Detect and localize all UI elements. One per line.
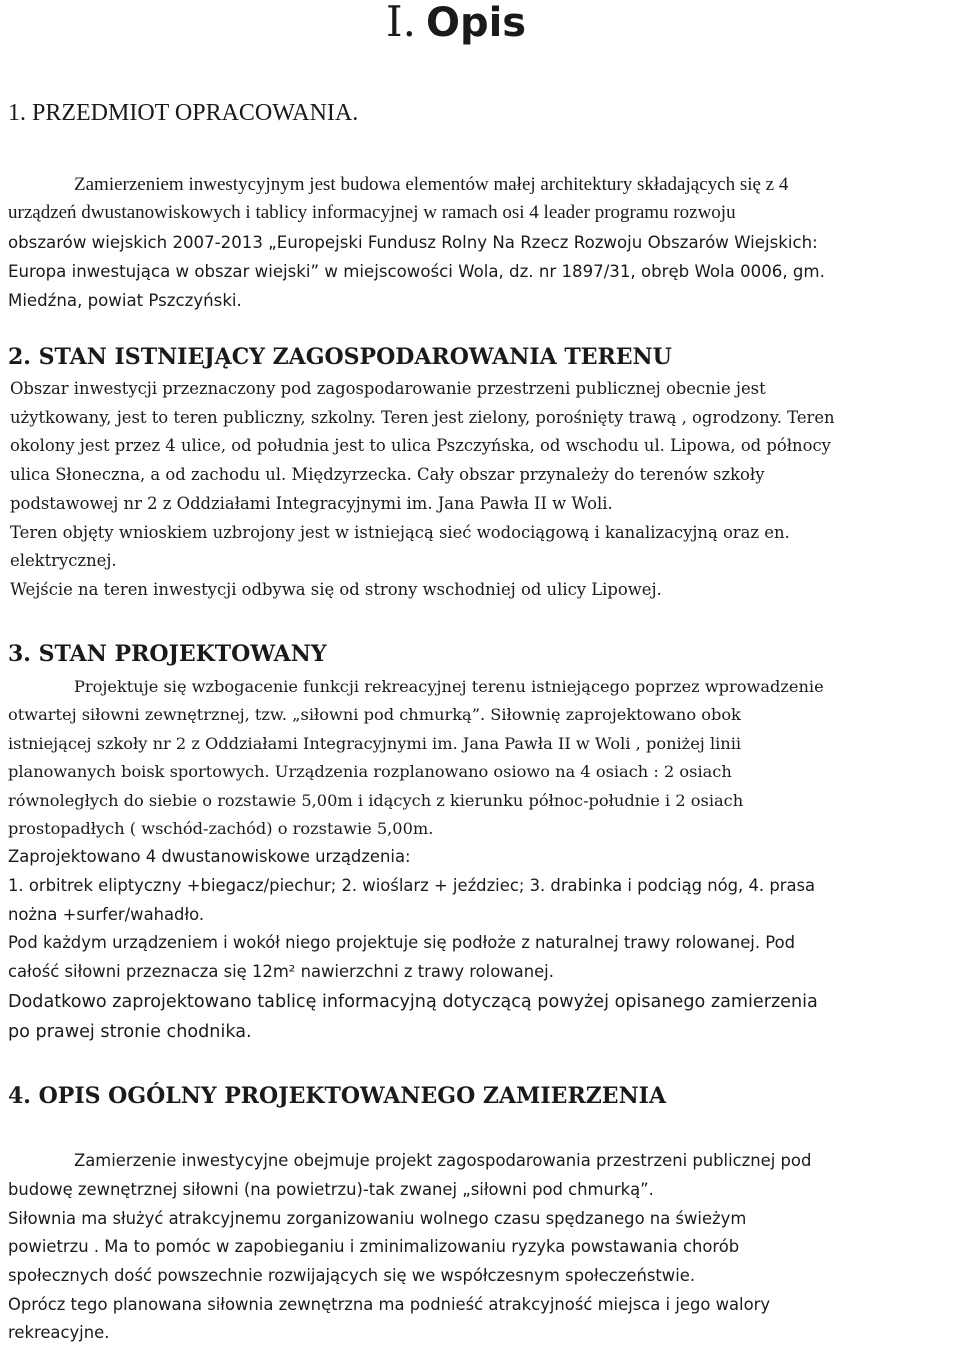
section-2-line: Wejście na teren inwestycji odbywa się od strony wschodniej od ulicy Lipowej. — [10, 580, 662, 599]
section-2-line: ulica Słoneczna, a od zachodu ul. Międzyrzecka. Cały obszar przynależy do terenów szkoły — [10, 465, 765, 484]
section-4-line: budowę zewnętrznej siłowni (na powietrzu)-tak zwanej „siłowni pod chmurką”. — [8, 1180, 654, 1199]
title-roman-numeral: I. — [386, 0, 416, 46]
section-2-line: użytkowany, jest to teren publiczny, szkolny. Teren jest zielony, porośnięty trawą , ogrodzony. Teren — [10, 408, 835, 427]
section-1-line: urządzeń dwustanowiskowych i tablicy informacyjnej w ramach osi 4 leader programu rozwoju — [8, 202, 736, 223]
section-4-heading: 4. OPIS OGÓLNY PROJEKTOWANEGO ZAMIERZENIA — [8, 1083, 667, 1109]
section-2-line: Teren objęty wnioskiem uzbrojony jest w istniejącą sieć wodociągową i kanalizacyjną oraz en. — [10, 523, 790, 542]
section-1-line: obszarów wiejskich 2007-2013 „Europejski Fundusz Rolny Na Rzecz Rozwoju Obszarów Wiejskich: — [8, 233, 818, 252]
section-4-line: Siłownia ma służyć atrakcyjnemu zorganizowaniu wolnego czasu spędzanego na świeżym — [8, 1209, 747, 1228]
section-3-line: nożna +surfer/wahadło. — [8, 905, 205, 924]
section-3-line: Dodatkowo zaprojektowano tablicę informacyjną dotyczącą powyżej opisanego zamierzenia — [8, 992, 818, 1012]
section-3-line: całość siłowni przeznacza się 12m² nawierzchni z trawy rolowanej. — [8, 962, 554, 981]
section-3-line: Pod każdym urządzeniem i wokół niego projektuje się podłoże z naturalnej trawy rolowanej. Pod — [8, 933, 795, 952]
section-3-line: 1. orbitrek eliptyczny +biegacz/piechur; 2. wioślarz + jeździec; 3. drabinka i podciąg nóg, 4. prasa — [8, 876, 816, 895]
section-2-heading: 2. STAN ISTNIEJĄCY ZAGOSPODAROWANIA TERENU — [8, 344, 672, 370]
section-2-line: okolony jest przez 4 ulice, od południa jest to ulica Pszczyńska, od wschodu ul. Lipowa, od północy — [10, 436, 831, 455]
section-2-line: elektrycznej. — [10, 551, 117, 570]
section-1-line: Europa inwestująca w obszar wiejski” w miejscowości Wola, dz. nr 1897/31, obręb Wola 0006, gm. — [8, 262, 825, 281]
page-title — [386, 0, 526, 45]
title-text: Opis — [425, 0, 527, 46]
section-3-line: Projektuje się wzbogacenie funkcji rekreacyjnej terenu istniejącego poprzez wprowadzenie — [74, 677, 824, 696]
section-2-line: Obszar inwestycji przeznaczony pod zagospodarowanie przestrzeni publicznej obecnie jest — [10, 379, 766, 398]
section-3-line: prostopadłych ( wschód-zachód) o rozstawie 5,00m. — [8, 819, 434, 838]
section-4-line: rekreacyjne. — [8, 1323, 110, 1342]
section-3-line: po prawej stronie chodnika. — [8, 1022, 252, 1042]
section-3-line: równoległych do siebie o rozstawie 5,00m i idących z kierunku północ-południe i 2 osiach — [8, 791, 744, 810]
section-4-line: Zamierzenie inwestycyjne obejmuje projekt zagospodarowania przestrzeni publicznej pod — [74, 1151, 812, 1170]
section-4-line: społecznych dość powszechnie rozwijających się we współczesnym społeczeństwie. — [8, 1266, 696, 1285]
section-4-line: Oprócz tego planowana siłownia zewnętrzna ma podnieść atrakcyjność miejsca i jego walory — [8, 1295, 771, 1314]
section-1-heading: 1. PRZEDMIOT OPRACOWANIA. — [8, 100, 359, 126]
section-3-line: otwartej siłowni zewnętrznej, tzw. „siłowni pod chmurką”. Siłownię zaprojektowano obok — [8, 705, 741, 724]
section-3-line: istniejącej szkoły nr 2 z Oddziałami Integracyjnymi im. Jana Pawła II w Woli , poniżej linii — [8, 734, 742, 753]
section-3-line: Zaprojektowano 4 dwustanowiskowe urządzenia: — [8, 847, 411, 866]
section-3-heading: 3. STAN PROJEKTOWANY — [8, 641, 327, 667]
section-4-line: powietrzu . Ma to pomóc w zapobieganiu i zminimalizowaniu ryzyka powstawania chorób — [8, 1237, 740, 1256]
section-3-line: planowanych boisk sportowych. Urządzenia rozplanowano osiowo na 4 osiach : 2 osiach — [8, 762, 732, 781]
section-1-line: Miedźna, powiat Pszczyński. — [8, 291, 242, 310]
section-2-line: podstawowej nr 2 z Oddziałami Integracyjnymi im. Jana Pawła II w Woli. — [10, 494, 613, 513]
section-1-line: Zamierzeniem inwestycyjnym jest budowa elementów małej architektury składających się z 4 — [74, 174, 789, 195]
